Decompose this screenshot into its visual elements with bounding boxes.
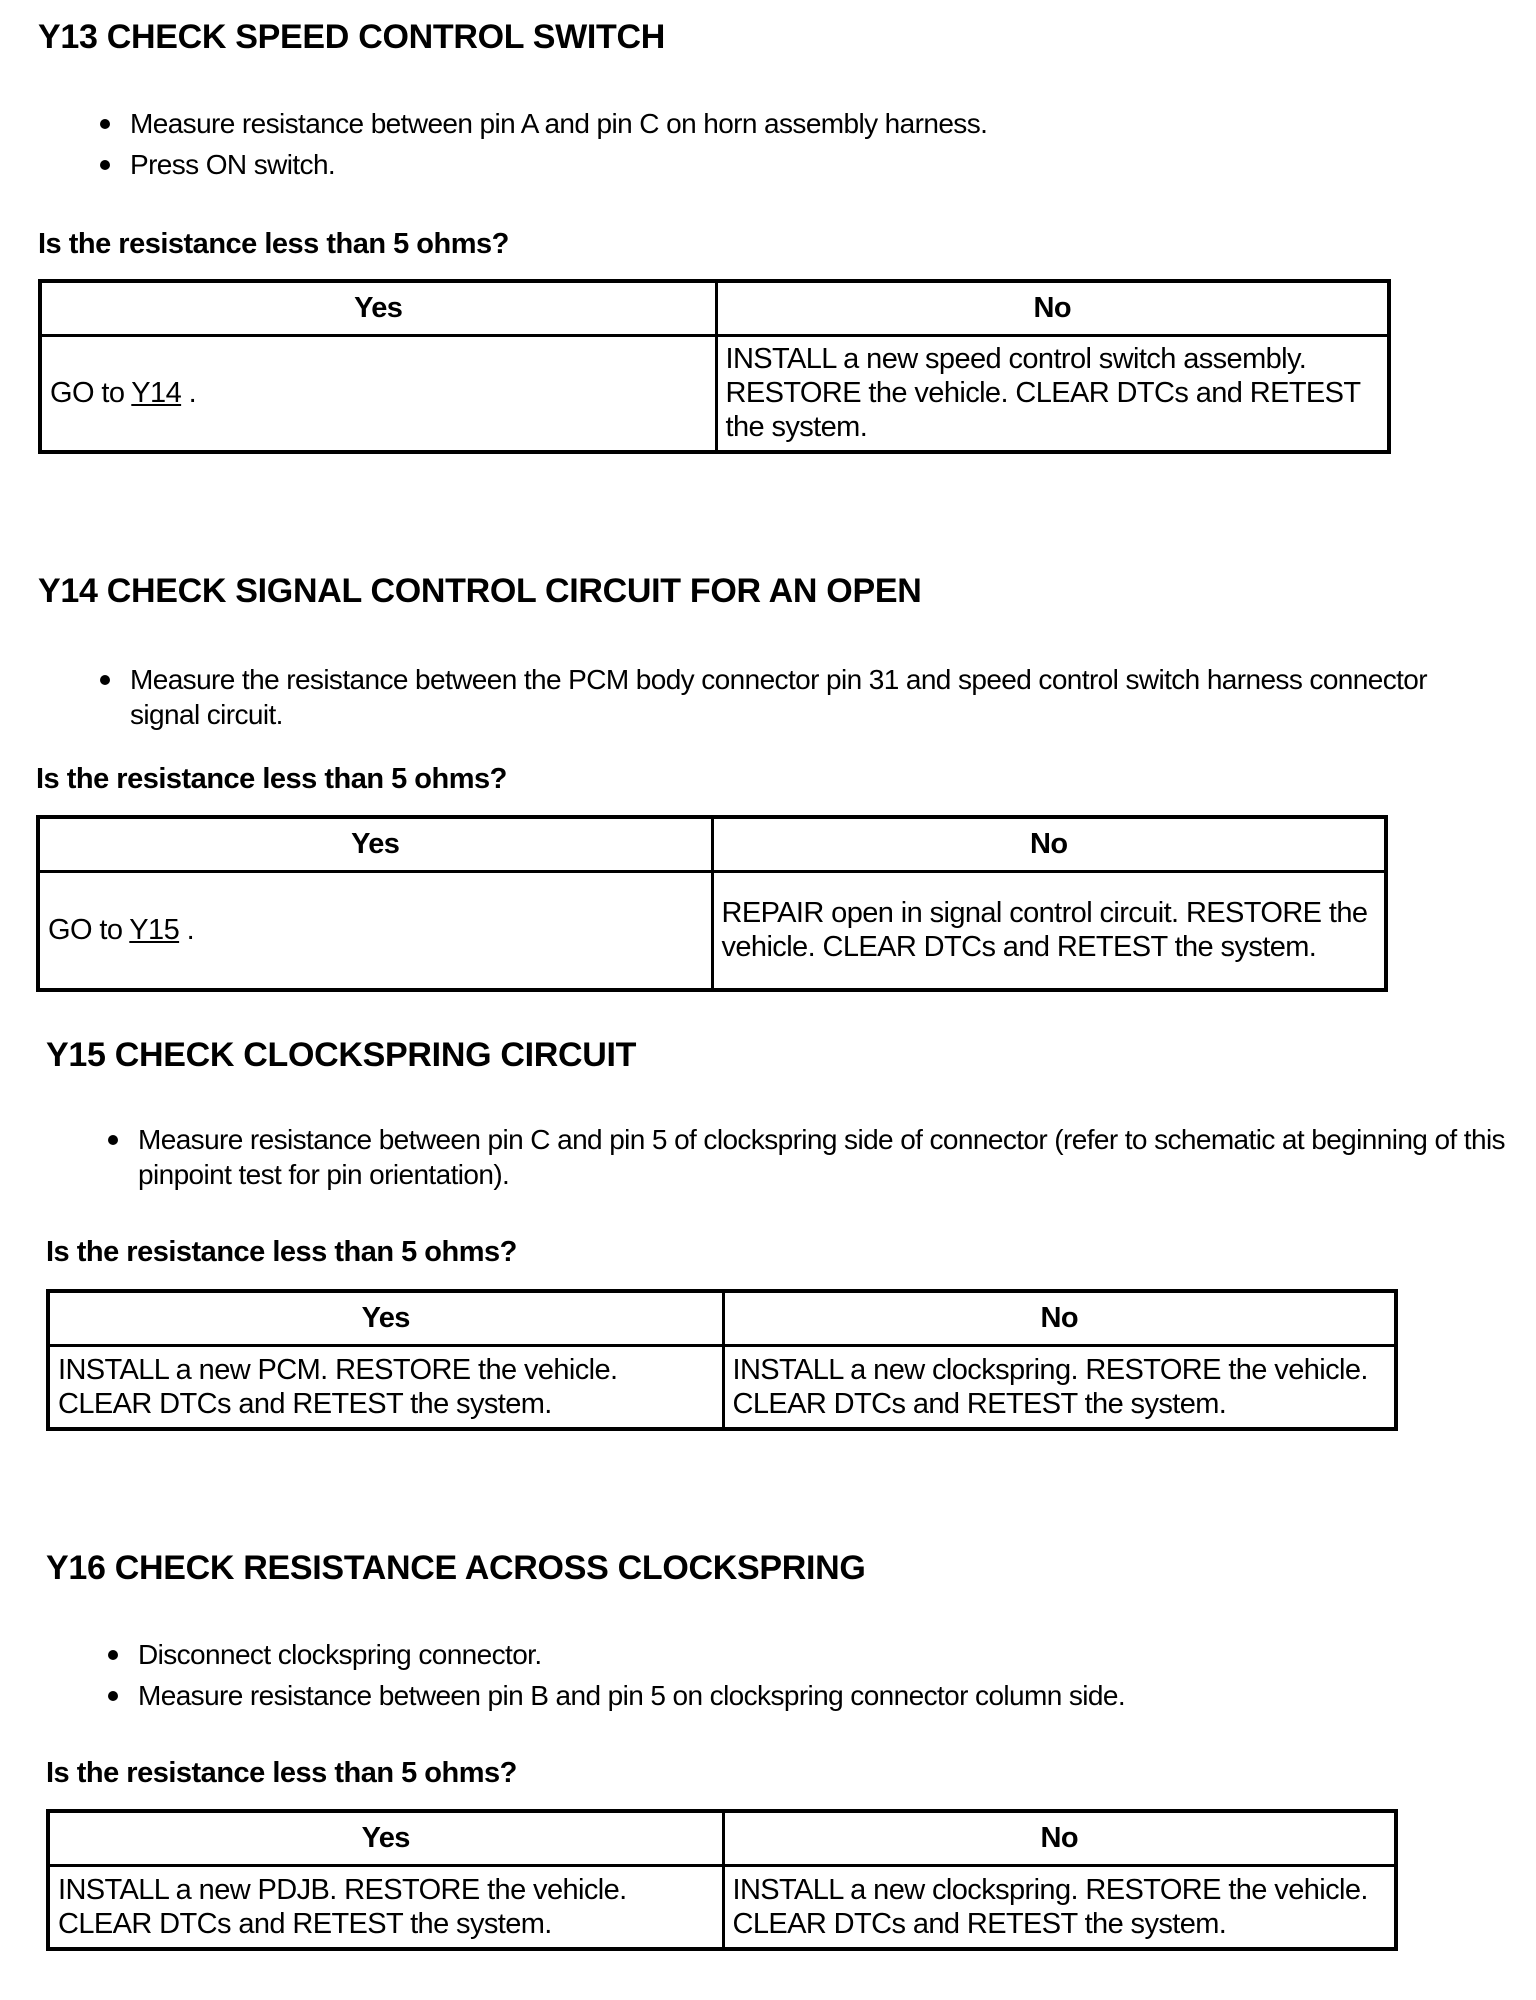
instruction-item: Press ON switch. bbox=[130, 147, 1430, 182]
instruction-list bbox=[138, 1637, 1508, 1719]
instruction-item: Disconnect clockspring connector. bbox=[138, 1637, 1508, 1672]
no-header: No bbox=[716, 281, 1389, 335]
yes-cell: INSTALL a new PDJB. RESTORE the vehicle. CLEAR DTCs and RETEST the system. bbox=[48, 1865, 723, 1949]
no-cell: INSTALL a new clockspring. RESTORE the vehicle. CLEAR DTCs and RETEST the system. bbox=[723, 1345, 1396, 1429]
no-cell: INSTALL a new speed control switch assembly. RESTORE the vehicle. CLEAR DTCs and RETEST the system. bbox=[716, 335, 1389, 452]
yes-header: Yes bbox=[40, 281, 716, 335]
section-title-y16: Y16 CHECK RESISTANCE ACROSS CLOCKSPRING bbox=[46, 1549, 866, 1587]
question: Is the resistance less than 5 ohms? bbox=[46, 1236, 517, 1268]
no-header: No bbox=[723, 1291, 1396, 1345]
instruction-item: Measure resistance between pin A and pin C on horn assembly harness. bbox=[130, 106, 1430, 141]
no-header: No bbox=[723, 1811, 1396, 1865]
yes-cell bbox=[40, 335, 716, 452]
yes-header: Yes bbox=[48, 1811, 723, 1865]
result-table bbox=[46, 1289, 1398, 1431]
result-table bbox=[38, 279, 1391, 454]
goto-y15-link[interactable]: Y15 bbox=[129, 914, 180, 947]
question: Is the resistance less than 5 ohms? bbox=[38, 228, 509, 260]
instruction-item: Measure resistance between pin B and pin 5 on clockspring connector column side. bbox=[138, 1678, 1508, 1713]
no-cell: REPAIR open in signal control circuit. RESTORE the vehicle. CLEAR DTCs and RETEST the system. bbox=[712, 871, 1386, 990]
yes-header: Yes bbox=[38, 817, 712, 871]
yes-suffix: . bbox=[181, 377, 197, 410]
result-table bbox=[46, 1809, 1398, 1951]
instruction-item: Measure resistance between pin C and pin 5 of clockspring side of connector (refer to schematic at beginning of this pinpoint test for pin orientation). bbox=[138, 1122, 1508, 1192]
instruction-list bbox=[138, 1122, 1508, 1198]
yes-cell bbox=[38, 871, 712, 990]
yes-header: Yes bbox=[48, 1291, 723, 1345]
yes-cell: INSTALL a new PCM. RESTORE the vehicle. CLEAR DTCs and RETEST the system. bbox=[48, 1345, 723, 1429]
instruction-item: Measure the resistance between the PCM body connector pin 31 and speed control switch harness connector signal circuit. bbox=[130, 662, 1500, 732]
question: Is the resistance less than 5 ohms? bbox=[36, 763, 507, 795]
instruction-list bbox=[130, 106, 1430, 188]
section-title-y13: Y13 CHECK SPEED CONTROL SWITCH bbox=[38, 18, 666, 56]
no-header: No bbox=[712, 817, 1386, 871]
section-title-y14: Y14 CHECK SIGNAL CONTROL CIRCUIT FOR AN OPEN bbox=[38, 572, 922, 610]
yes-suffix: . bbox=[179, 914, 195, 947]
no-cell: INSTALL a new clockspring. RESTORE the vehicle. CLEAR DTCs and RETEST the system. bbox=[723, 1865, 1396, 1949]
yes-prefix: GO to bbox=[48, 914, 130, 947]
goto-y14-link[interactable]: Y14 bbox=[131, 377, 182, 410]
question: Is the resistance less than 5 ohms? bbox=[46, 1757, 517, 1789]
instruction-list bbox=[130, 662, 1500, 738]
yes-prefix: GO to bbox=[50, 377, 132, 410]
section-title-y15: Y15 CHECK CLOCKSPRING CIRCUIT bbox=[46, 1036, 637, 1074]
result-table bbox=[36, 815, 1388, 992]
